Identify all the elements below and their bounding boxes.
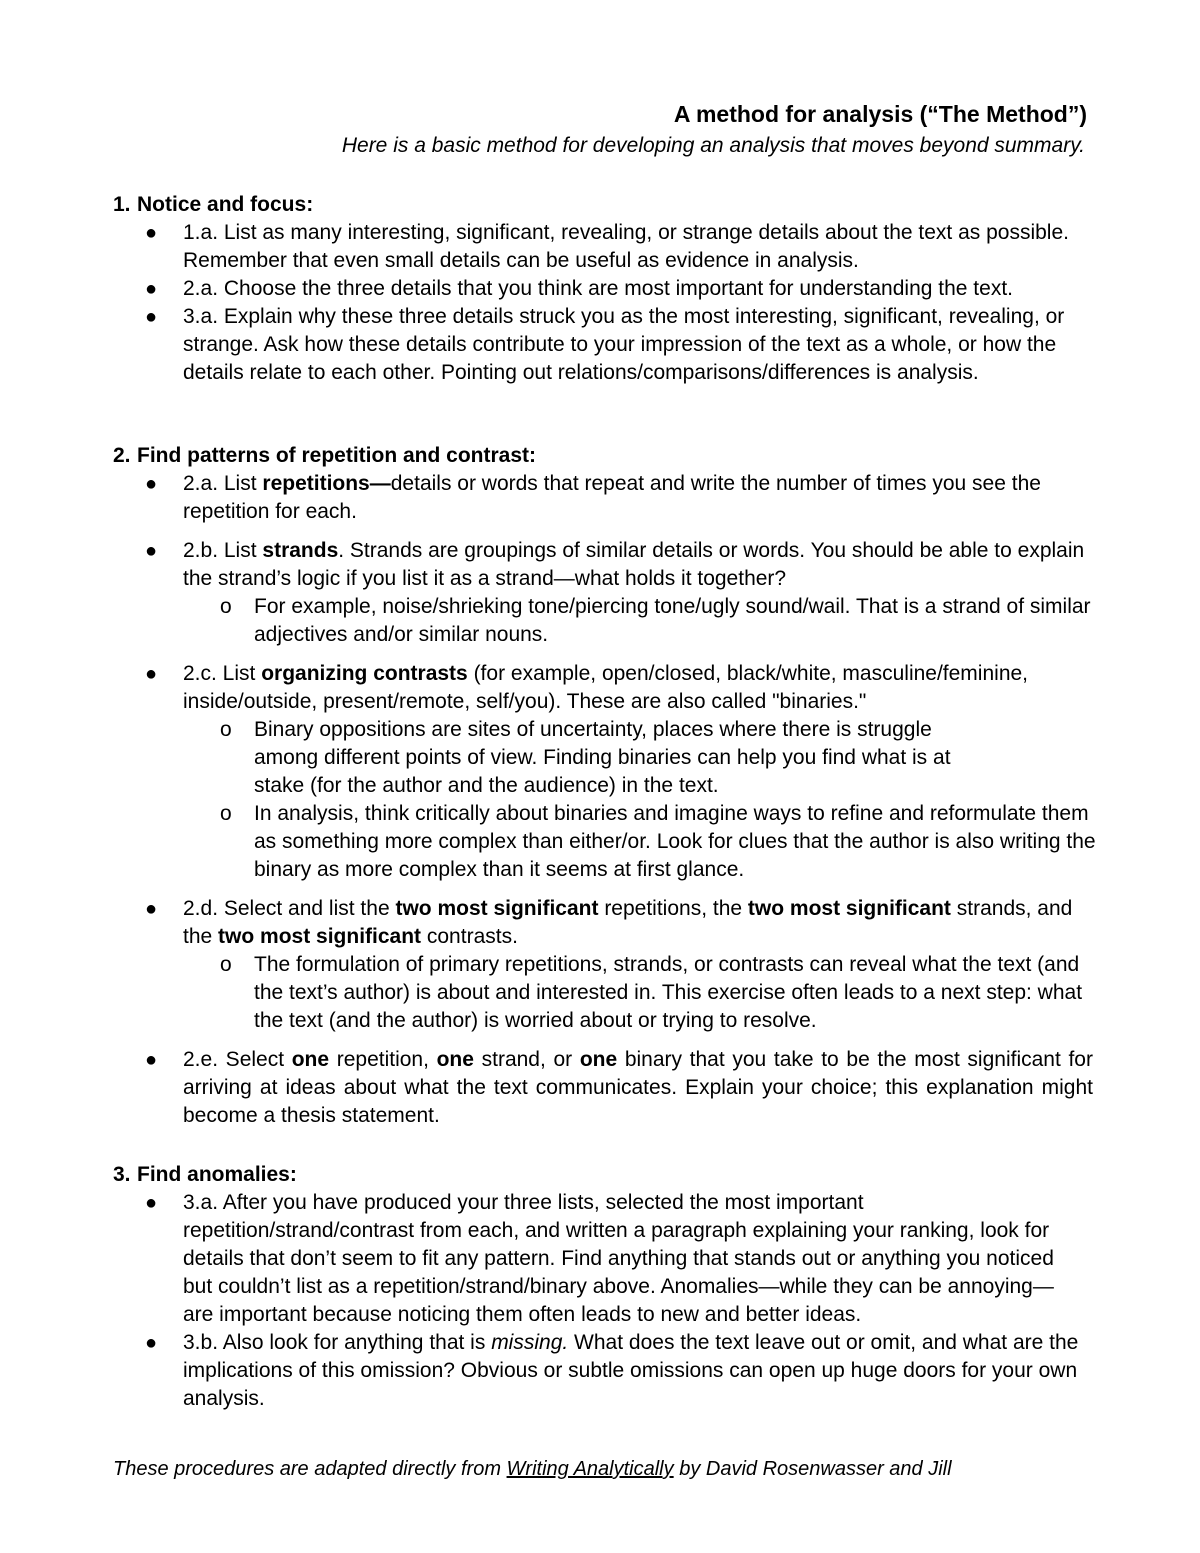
sub-bullet-icon: o: [220, 595, 232, 618]
sub-bullet-icon: o: [220, 802, 232, 825]
sub-list-item: o For example, noise/shrieking tone/piercing tone/ugly sound/wail. That is a strand of similar adjectives and/or similar nouns.: [220, 595, 1091, 646]
bullet-icon: ●: [145, 222, 158, 244]
list-item: ● 2.a. Choose the three details that you think are most important for understanding the text.: [113, 275, 1093, 303]
list-item: ● 3.b. Also look for anything that is missing. What does the text leave out or omit, and what are the implications of this omission? Obvious or subtle omissions can open up huge doors for your own analysis.: [145, 1331, 1079, 1410]
sub-list-item: o Binary oppositions are sites of uncertainty, places where there is struggle among different points of view. Finding binaries can help you find what is at stake (for the author and the audience) in the text.: [220, 718, 951, 797]
footer-citation: These procedures are adapted directly from Writing Analytically by David Rosenwasser and Jill: [113, 1458, 952, 1480]
sub-list-item: o The formulation of primary repetitions, strands, or contrasts can reveal what the text (and the text’s author) is about and interested in. This exercise often leads to a next step: what the text (and the author) is worried about or trying to resolve.: [220, 953, 1083, 1032]
sub-bullet-icon: o: [220, 718, 232, 741]
bullet-icon: ●: [145, 540, 158, 562]
list-item: ● 2.d. Select and list the two most significant repetitions, the two most significant strands, and the two most significant contrasts.: [145, 897, 1073, 948]
sub-list-item: o In analysis, think critically about binaries and imagine ways to refine and reformulate them as something more complex than either/or. Look for clues that the author is also writing the binary as more complex than it seems at first glance.: [220, 802, 1096, 881]
bullet-icon: ●: [145, 1192, 158, 1214]
bullet-icon: ●: [145, 278, 158, 300]
section-heading: 2. Find patterns of repetition and contrast:: [113, 444, 537, 467]
list-item: ● 2.a. List repetitions—details or words that repeat and write the number of times you see the repetition for each.: [145, 472, 1041, 523]
section-notice-focus: [113, 191, 1093, 387]
list-item: ● 3.a. Explain why these three details struck you as the most interesting, significant, revealing, or strange. Ask how these details contribute to your impression of the text as a whole, or how the details relate to each other. Pointing out relations/comparisons/differences is analysis.: [145, 305, 1065, 384]
list-item: ● 1.a. List as many interesting, significant, revealing, or strange details about the text as possible. Remember that even small details can be useful as evidence in analysis.: [145, 221, 1069, 272]
bullet-icon: ●: [145, 663, 158, 685]
list-item: ● 2.b. List strands. Strands are groupings of similar details or words. You should be able to explain the strand’s logic if you list it as a strand—what holds it together?: [145, 539, 1085, 590]
section-heading: 3. Find anomalies:: [113, 1163, 297, 1186]
book-title: Writing Analytically: [506, 1458, 674, 1480]
section-heading: 1. Notice and focus:: [113, 193, 314, 216]
page-subtitle: Here is a basic method for developing an analysis that moves beyond summary.: [341, 134, 1085, 157]
list-item: ● 3.a. After you have produced your three lists, selected the most important repetition/strand/contrast from each, and written a paragraph explaining your ranking, look for details that don’t seem to fit any pattern. Find anything that stands out or anything you noticed but couldn’t list as a repetition/strand/binary above. Anomalies—while they can be annoying—are important because noticing them often leads to new and better ideas.: [145, 1191, 1054, 1326]
sub-bullet-icon: o: [220, 953, 232, 976]
section-patterns: [113, 442, 1098, 1130]
bullet-icon: ●: [145, 473, 158, 495]
list-item: ● 2.c. List organizing contrasts (for example, open/closed, black/white, masculine/feminine, inside/outside, present/remote, self/you). These are also called "binaries.": [145, 662, 1029, 713]
bullet-icon: ●: [145, 1332, 158, 1354]
bullet-icon: ●: [145, 1049, 158, 1071]
section-anomalies: [113, 1161, 1093, 1413]
list-item: ● 2.e. Select one repetition, one strand, or one binary that you take to be the most significant for arriving at ideas about what the text communicates. Explain your choice; this explanation might become a thesis statement.: [145, 1048, 1093, 1127]
page-title: A method for analysis (“The Method”): [673, 101, 1087, 127]
bullet-icon: ●: [145, 898, 158, 920]
bullet-icon: ●: [145, 306, 158, 328]
